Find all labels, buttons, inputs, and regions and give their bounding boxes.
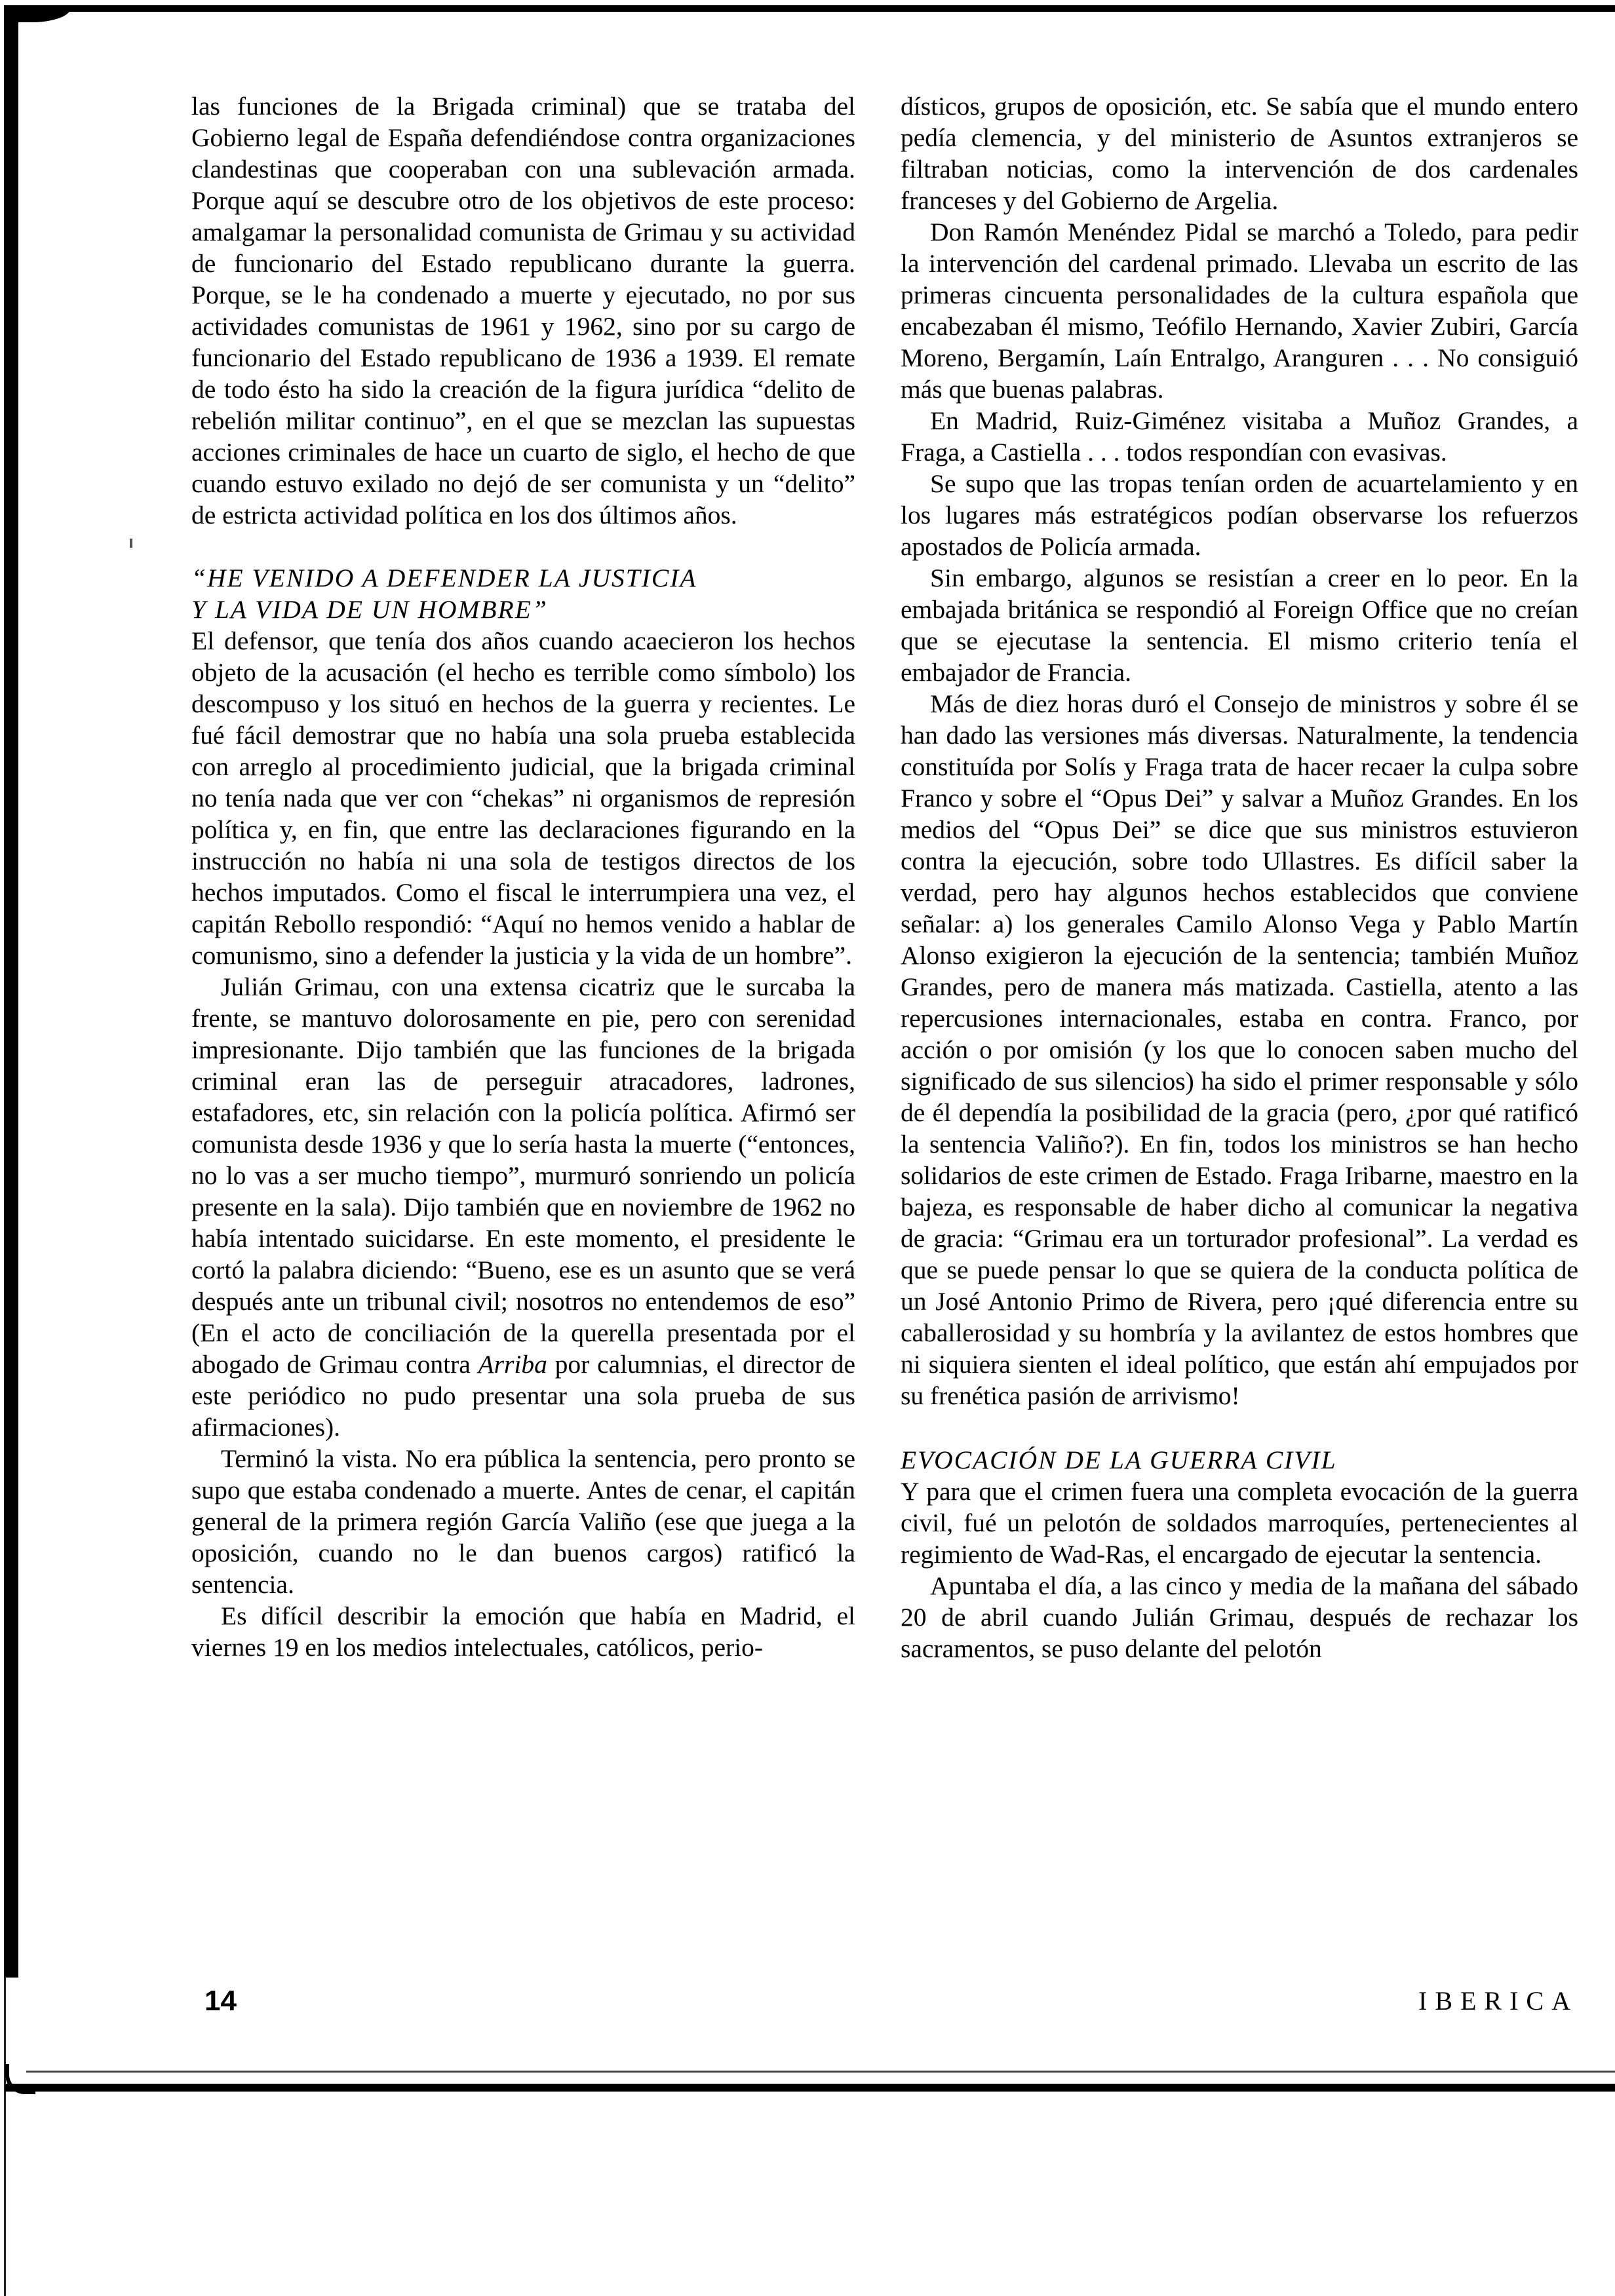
right-column [901,90,1578,1664]
scan-edge-left [4,5,18,1978]
paragraph: Se supo que las tropas tenían orden de acuartelamiento y en los lugares más estratégicos podían observarse los refuerzos apostados de Policía armada. [901,469,1578,561]
newspaper-title: Arriba [478,1350,547,1379]
left-column [191,90,855,1663]
paragraph: Terminó la vista. No era pública la sentencia, pero pronto se supo que estaba condenado a muerte. Antes de cenar, el capitán general de la primera región García Valiño (ese que juega a la oposición, cuando no le dan buenos cargos) ratificó la sentencia. [191,1444,855,1599]
paragraph: Es difícil describir la emoción que había en Madrid, el viernes 19 en los medios intelectuales, católicos, perio- [191,1601,855,1662]
paragraph-text: por calumnias, el director de este periódico no pudo presentar una sola prueba de sus afirmaciones). [191,1350,856,1442]
paragraph: las funciones de la Brigada criminal) que se trataba del Gobierno legal de España defendiéndose contra organizaciones clandestinas que cooperaban con una sublevación armada. Porque aquí se descubre otro de los objetivos de este proceso: amalgamar la personalidad comunista de Grimau y su actividad de funcionario del Estado republicano durante la guerra. Porque, se le ha condenado a muerte y ejecutado, no por sus actividades comunistas de 1961 y 1962, sino por su cargo de funcionario del Estado republicano de 1936 a 1939. El remate de todo ésto ha sido la creación de la figura jurídica “delito de rebelión militar continuo”, en el que se mezclan las supuestas acciones criminales de hace un cuarto de siglo, el hecho de que cuando estuvo exilado no dejó de ser comunista y un “delito” de estricta actividad política en los dos últimos años. [191,92,855,529]
paragraph: Don Ramón Menéndez Pidal se marchó a Toledo, para pedir la intervención del cardenal primado. Llevaba un escrito de las primeras cincuenta personalidades de la cultura española que encabezaban él mismo, Teófilo Hernando, Xavier Zubiri, García Moreno, Bergamín, Laín Entralgo, Aranguren . . . No consiguió más que buenas palabras. [901,218,1578,404]
scan-edge-top [5,5,1615,12]
paragraph: Y para que el crimen fuera una completa evocación de la guerra civil, fué un pelotón de soldados marroquíes, pertenecientes al regimiento de Wad-Ras, el encargado de ejecutar la sentencia. [901,1477,1578,1569]
section-heading-line: “HE VENIDO A DEFENDER LA JUSTICIA [191,564,697,592]
paragraph: En Madrid, Ruiz-Giménez visitaba a Muñoz Grandes, a Fraga, a Castiella . . . todos respondían con evasivas. [901,406,1578,467]
scan-edge-bottom [5,2084,1615,2092]
section-heading [191,562,855,625]
scan-speck [130,539,132,548]
scan-edge-bottom-thin [26,2071,1615,2073]
paragraph: Sin embargo, algunos se resistían a creer en lo peor. En la embajada británica se respondió al Foreign Office que no creían que se ejecutase la sentencia. El mismo criterio tenía el embajador de Francia. [901,564,1578,687]
paragraph [191,971,855,1443]
paragraph: El defensor, que tenía dos años cuando acaecieron los hechos objeto de la acusación (el hecho es terrible como símbolo) los descompuso y los situó en hechos de la guerra y recientes. Le fué fácil demostrar que no había una sola prueba establecida con arreglo al procedimiento judicial, que la brigada criminal no tenía nada que ver con “chekas” ni organismos de represión política y, en fin, que entre las declaraciones figurando en la instrucción no había ni una sola de testigos directos de los hechos imputados. Como el fiscal le interrumpiera una vez, el capitán Rebollo respondió: “Aquí no hemos venido a hablar de comunismo, sino a defender la justicia y la vida de un hombre”. [191,626,855,970]
spacer [191,531,855,562]
journal-name: IBERICA [1418,1986,1578,2016]
section-heading: EVOCACIÓN DE LA GUERRA CIVIL [901,1445,1337,1474]
paragraph: Apuntaba el día, a las cinco y media de la mañana del sábado 20 de abril cuando Julián Grimau, después de rechazar los sacramentos, se puso delante del pelotón [901,1571,1578,1663]
spacer [901,1411,1578,1444]
paragraph-text: Julián Grimau, con una extensa cicatriz que le surcaba la frente, se mantuvo dolorosamente en pie, pero con serenidad impresionante. Dijo también que las funciones de la brigada criminal eran las de perseguir atracadores, ladrones, estafadores, etc, sin relación con la policía política. Afirmó ser comunista desde 1936 y que lo sería hasta la muerte (“entonces, no lo vas a ser mucho tiempo”, murmuró sonriendo un policía presente en la sala). Dijo también que en noviembre de 1962 no había intentado suicidarse. En este momento, el presidente le cortó la palabra diciendo: “Bueno, ese es un asunto que se verá después ante un tribunal civil; nosotros no entendemos de eso” (En el acto de conciliación de la querella presentada por el abogado de Grimau contra [191,972,855,1379]
paragraph: dísticos, grupos de oposición, etc. Se sabía que el mundo entero pedía clemencia, y del ministerio de Asuntos extranjeros se filtraban noticias, como la intervención de dos cardenales franceses y del Gobierno de Argelia. [901,92,1578,215]
section-heading-line: Y LA VIDA DE UN HOMBRE” [191,595,548,624]
scan-edge-left-thin [4,1978,6,2296]
page-number: 14 [204,1985,237,2017]
paragraph: Más de diez horas duró el Consejo de ministros y sobre él se han dado las versiones más diversas. Naturalmente, la tendencia constituída por Solís y Fraga trata de hacer recaer la culpa sobre Franco y sobre el “Opus Dei” y salvar a Muñoz Grandes. En los medios del “Opus Dei” se dice que sus ministros estuvieron contra la ejecución, sobre todo Ullastres. Es difícil saber la verdad, pero hay algunos hechos establecidos que conviene señalar: a) los generales Camilo Alonso Vega y Pablo Martín Alonso exigieron la ejecución de la sentencia; también Muñoz Grandes, pero de manera más matizada. Castiella, atento a las repercusiones internacionales, estaba en contra. Franco, por acción o por omisión (y los que lo conocen saben mucho del significado de sus silencios) ha sido el primer responsable y sólo de él dependía la posibilidad de la gracia (pero, ¿por qué ratificó la sentencia Valiño?). En fin, todos los ministros se han hecho solidarios de este crimen de Estado. Fraga Iribarne, maestro en la bajeza, es responsable de haber dicho al comunicar la negativa de gracia: “Grimau era un torturador profesional”. La verdad es que se puede pensar lo que se quiera de la conducta política de un José Antonio Primo de Rivera, pero ¡qué diferencia entre su caballerosidad y su hombría y la avilantez de estos hombres que ni siquiera sienten el ideal político, que están ahí empujados por su frenética pasión de arrivismo! [901,689,1578,1410]
